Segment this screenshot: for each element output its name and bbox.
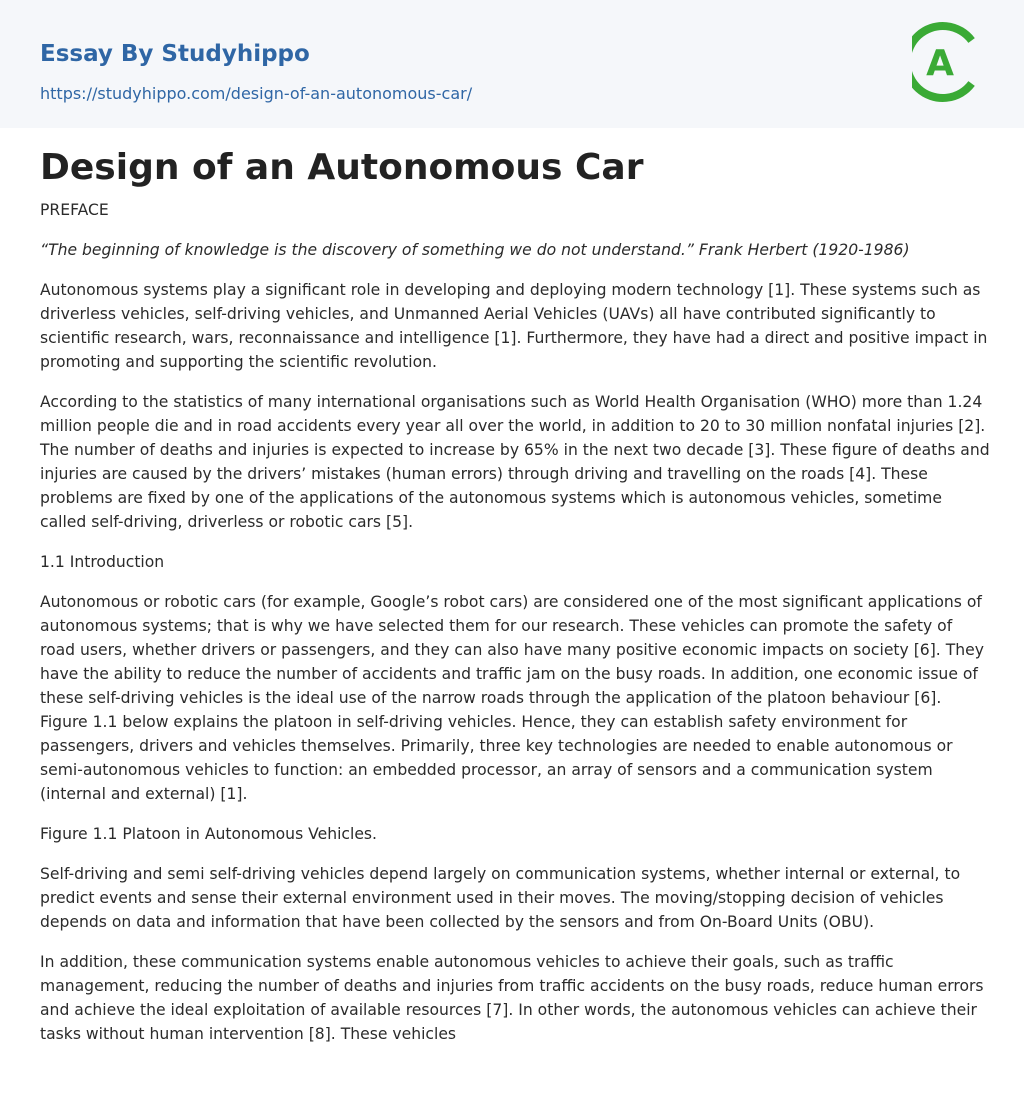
site-header [0,0,1024,128]
paragraph-autonomous-systems: Autonomous systems play a significant role in developing and deploying modern technology [1]. These systems such as driverless vehicles, self-driving vehicles, and Unmanned Aerial Vehicles (UAVs) all have contributed significantly to scientific research, wars, reconnaissance and intelligence [1]. Furthermore, they have had a direct and positive impact in promoting and supporting the scientific revolution. [40,281,988,371]
section-heading-introduction: 1.1 Introduction [40,553,165,571]
logo-letter: A [926,43,954,84]
epigraph-quote: “The beginning of knowledge is the discovery of something we do not understand.” Frank Herbert (1920-1986) [40,241,910,259]
paragraph-road-statistics: According to the statistics of many international organisations such as World Health Organisation (WHO) more than 1.24 million people die and in road accidents every year all over the world, in addition to 20 to 30 million nonfatal injuries [2]. The number of deaths and injuries is expected to increase by 65% in the next two decade [3]. These figure of deaths and injuries are caused by the drivers’ mistakes (human errors) through driving and travelling on the roads [4]. These problems are fixed by one of the applications of the autonomous systems which is autonomous vehicles, sometime called self-driving, driverless or robotic cars [5]. [40,393,990,531]
figure-caption: Figure 1.1 Platoon in Autonomous Vehicles. [40,825,377,843]
preface-label: PREFACE [40,201,109,219]
essay-content [40,140,990,1062]
paragraph-robotic-cars: Autonomous or robotic cars (for example, Google’s robot cars) are considered one of the most significant applications of autonomous systems; that is why we have selected them for our research. These vehicles can promote the safety of road users, whether drivers or passengers, and they can also have many positive economic impacts on society [6]. They have the ability to reduce the number of accidents and traffic jam on the busy roads. In addition, one economic issue of these self-driving vehicles is the ideal use of the narrow roads through the application of the platoon behaviour [6]. Figure 1.1 below explains the platoon in self-driving vehicles. Hence, they can establish safety environment for passengers, drivers and vehicles themselves. Primarily, three key technologies are needed to enable autonomous or semi-autonomous vehicles to function: an embedded processor, an array of sensors and a communication system (internal and external) [1]. [40,593,984,803]
site-brand[interactable]: Essay By Studyhippo [40,41,310,67]
studyhippo-logo-icon[interactable] [912,18,988,106]
essay-title: Design of an Autonomous Car [40,147,644,188]
paragraph-communication-systems: Self-driving and semi self-driving vehicles depend largely on communication systems, whether internal or external, to predict events and sense their external environment used in their moves. The moving/stopping decision of vehicles depends on data and information that have been collected by the sensors and from On-Board Units (OBU). [40,865,961,931]
essay-url-link[interactable]: https://studyhippo.com/design-of-an-autonomous-car/ [40,84,473,103]
paragraph-goals: In addition, these communication systems enable autonomous vehicles to achieve their goals, such as traffic management, reducing the number of deaths and injuries from traffic accidents on the busy roads, reduce human errors and achieve the ideal exploitation of available resources [7]. In other words, the autonomous vehicles can achieve their tasks without human intervention [8]. These vehicles [40,953,984,1043]
